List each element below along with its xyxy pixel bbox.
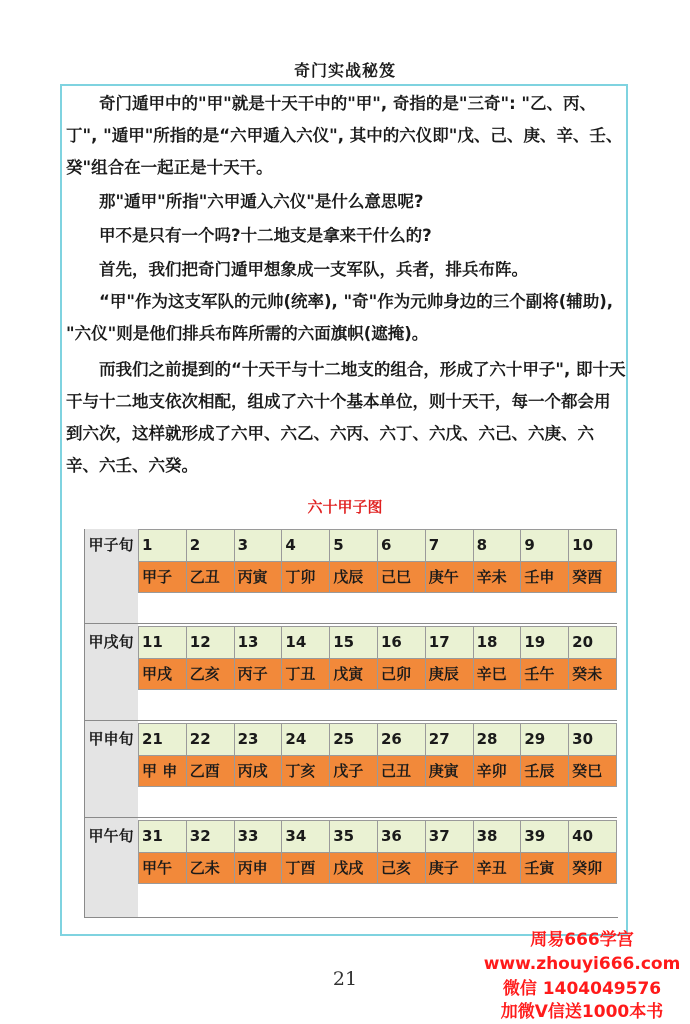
paragraph-7: 而我们之前提到的“十天干与十二地支的组合，形成了六十甲子", 即十天干与十二地支依次相配，组成了六十个基本单位，则十天干，每一个都会用到六次，这样就形成了六甲、六乙、六丙、六丁、六戊、六己、六庚、六辛、六壬、六癸。 — [66, 360, 626, 475]
ganzhi-cell: 庚子 — [426, 852, 474, 884]
number-cell: 38 — [474, 820, 522, 852]
number-cell: 36 — [378, 820, 426, 852]
number-cell: 6 — [378, 529, 426, 561]
xun-label: 甲子旬 — [88, 536, 134, 554]
number-cell: 5 — [330, 529, 378, 561]
ganzhi-cell: 丁丑 — [282, 658, 330, 690]
ganzhi-cell: 丙寅 — [235, 561, 283, 593]
ganzhi-cell: 己巳 — [378, 561, 426, 593]
number-cell: 40 — [569, 820, 617, 852]
number-cell: 27 — [426, 723, 474, 755]
number-cell: 9 — [521, 529, 569, 561]
number-cell: 22 — [187, 723, 235, 755]
number-cell: 33 — [235, 820, 283, 852]
ganzhi-cell: 戊戌 — [330, 852, 378, 884]
number-cell: 15 — [330, 626, 378, 658]
number-cell: 11 — [138, 626, 187, 658]
block-separator — [84, 817, 617, 818]
ganzhi-cell: 丁酉 — [282, 852, 330, 884]
ganzhi-cell: 己亥 — [378, 852, 426, 884]
number-cell: 12 — [187, 626, 235, 658]
number-cell: 32 — [187, 820, 235, 852]
page-header-title: 奇门实战秘笈 — [293, 61, 396, 80]
ganzhi-cell: 癸卯 — [569, 852, 617, 884]
ganzhi-cell: 辛丑 — [474, 852, 522, 884]
ganzhi-row — [138, 852, 617, 884]
xun-label: 甲申旬 — [88, 730, 134, 748]
ganzhi-cell: 壬申 — [521, 561, 569, 593]
number-cell: 1 — [138, 529, 187, 561]
number-row — [138, 820, 617, 852]
ganzhi-cell: 壬午 — [521, 658, 569, 690]
ganzhi-cell: 甲子 — [138, 561, 187, 593]
ganzhi-cell: 癸未 — [569, 658, 617, 690]
number-row — [138, 626, 617, 658]
paragraph-5: “甲"作为这支军队的元帅(统率), "奇"作为元帅身边的三个副将(辅助), — [99, 292, 614, 311]
xun-block — [84, 820, 617, 884]
ganzhi-cell: 丁卯 — [282, 561, 330, 593]
number-cell: 3 — [235, 529, 283, 561]
ganzhi-cell: 壬辰 — [521, 755, 569, 787]
number-cell: 10 — [569, 529, 617, 561]
ganzhi-row — [138, 561, 617, 593]
number-cell: 37 — [426, 820, 474, 852]
number-cell: 25 — [330, 723, 378, 755]
ganzhi-cell: 壬寅 — [521, 852, 569, 884]
sixty-jiazi-chart-title: 六十甲子图 — [307, 498, 383, 516]
number-cell: 13 — [235, 626, 283, 658]
ganzhi-cell: 戊子 — [330, 755, 378, 787]
ganzhi-cell: 戊辰 — [330, 561, 378, 593]
ganzhi-cell: 甲午 — [138, 852, 187, 884]
ganzhi-cell: 戊寅 — [330, 658, 378, 690]
watermark-line-2: www.zhouyi666.com — [483, 954, 681, 974]
ganzhi-cell: 庚辰 — [426, 658, 474, 690]
number-cell: 21 — [138, 723, 187, 755]
xun-label: 甲戌旬 — [88, 633, 134, 651]
number-row — [138, 529, 617, 561]
number-cell: 17 — [426, 626, 474, 658]
ganzhi-cell: 辛巳 — [474, 658, 522, 690]
ganzhi-cell: 癸巳 — [569, 755, 617, 787]
number-cell: 19 — [521, 626, 569, 658]
number-cell: 39 — [521, 820, 569, 852]
ganzhi-cell: 丙申 — [235, 852, 283, 884]
number-cell: 14 — [282, 626, 330, 658]
xun-block — [84, 626, 617, 690]
paragraph-2: 那"遁甲"所指"六甲遁入六仪"是什么意思呢? — [99, 192, 424, 211]
paragraph-1: 奇门遁甲中的"甲"就是十天干中的"甲", 奇指的是"三奇": "乙、丙、丁", "遁甲"所指的是“六甲遁入六仪", 其中的六仪即"戊、己、庚、辛、壬、癸"组合在一起正是十天干。 — [66, 94, 623, 177]
number-cell: 4 — [282, 529, 330, 561]
ganzhi-cell: 乙酉 — [187, 755, 235, 787]
ganzhi-cell: 庚午 — [426, 561, 474, 593]
watermark-line-4: 加微V信送1000本书 — [500, 1002, 664, 1022]
xun-block — [84, 723, 617, 787]
ganzhi-cell: 乙亥 — [187, 658, 235, 690]
watermark-line-1: 周易666学宫 — [530, 930, 634, 950]
number-cell: 35 — [330, 820, 378, 852]
paragraph-3: 甲不是只有一个吗?十二地支是拿来干什么的? — [99, 226, 432, 245]
ganzhi-cell: 甲 申 — [138, 755, 187, 787]
ganzhi-cell: 辛未 — [474, 561, 522, 593]
number-cell: 20 — [569, 626, 617, 658]
ganzhi-cell: 己卯 — [378, 658, 426, 690]
number-cell: 31 — [138, 820, 187, 852]
ganzhi-cell: 丁亥 — [282, 755, 330, 787]
ganzhi-cell: 丙戌 — [235, 755, 283, 787]
number-cell: 24 — [282, 723, 330, 755]
number-cell: 34 — [282, 820, 330, 852]
number-cell: 16 — [378, 626, 426, 658]
ganzhi-cell: 庚寅 — [426, 755, 474, 787]
block-separator — [84, 623, 617, 624]
ganzhi-row — [138, 755, 617, 787]
ganzhi-cell: 乙未 — [187, 852, 235, 884]
ganzhi-cell: 辛卯 — [474, 755, 522, 787]
block-separator — [84, 720, 617, 721]
number-cell: 18 — [474, 626, 522, 658]
ganzhi-cell: 己丑 — [378, 755, 426, 787]
number-cell: 23 — [235, 723, 283, 755]
number-cell: 26 — [378, 723, 426, 755]
number-cell: 7 — [426, 529, 474, 561]
number-cell: 8 — [474, 529, 522, 561]
ganzhi-cell: 丙子 — [235, 658, 283, 690]
number-row — [138, 723, 617, 755]
ganzhi-cell: 甲戌 — [138, 658, 187, 690]
ganzhi-row — [138, 658, 617, 690]
ganzhi-cell: 癸酉 — [569, 561, 617, 593]
number-cell: 2 — [187, 529, 235, 561]
paragraph-6: "六仪"则是他们排兵布阵所需的六面旗帜(遮掩)。 — [66, 324, 429, 343]
xun-label: 甲午旬 — [88, 827, 134, 845]
watermark-line-3: 微信 1404049576 — [502, 979, 662, 999]
number-cell: 30 — [569, 723, 617, 755]
paragraph-4: 首先，我们把奇门遁甲想象成一支军队，兵者，排兵布阵。 — [99, 260, 528, 279]
ganzhi-cell: 乙丑 — [187, 561, 235, 593]
number-cell: 28 — [474, 723, 522, 755]
page-number: 21 — [332, 968, 358, 990]
number-cell: 29 — [521, 723, 569, 755]
xun-block — [84, 529, 617, 593]
